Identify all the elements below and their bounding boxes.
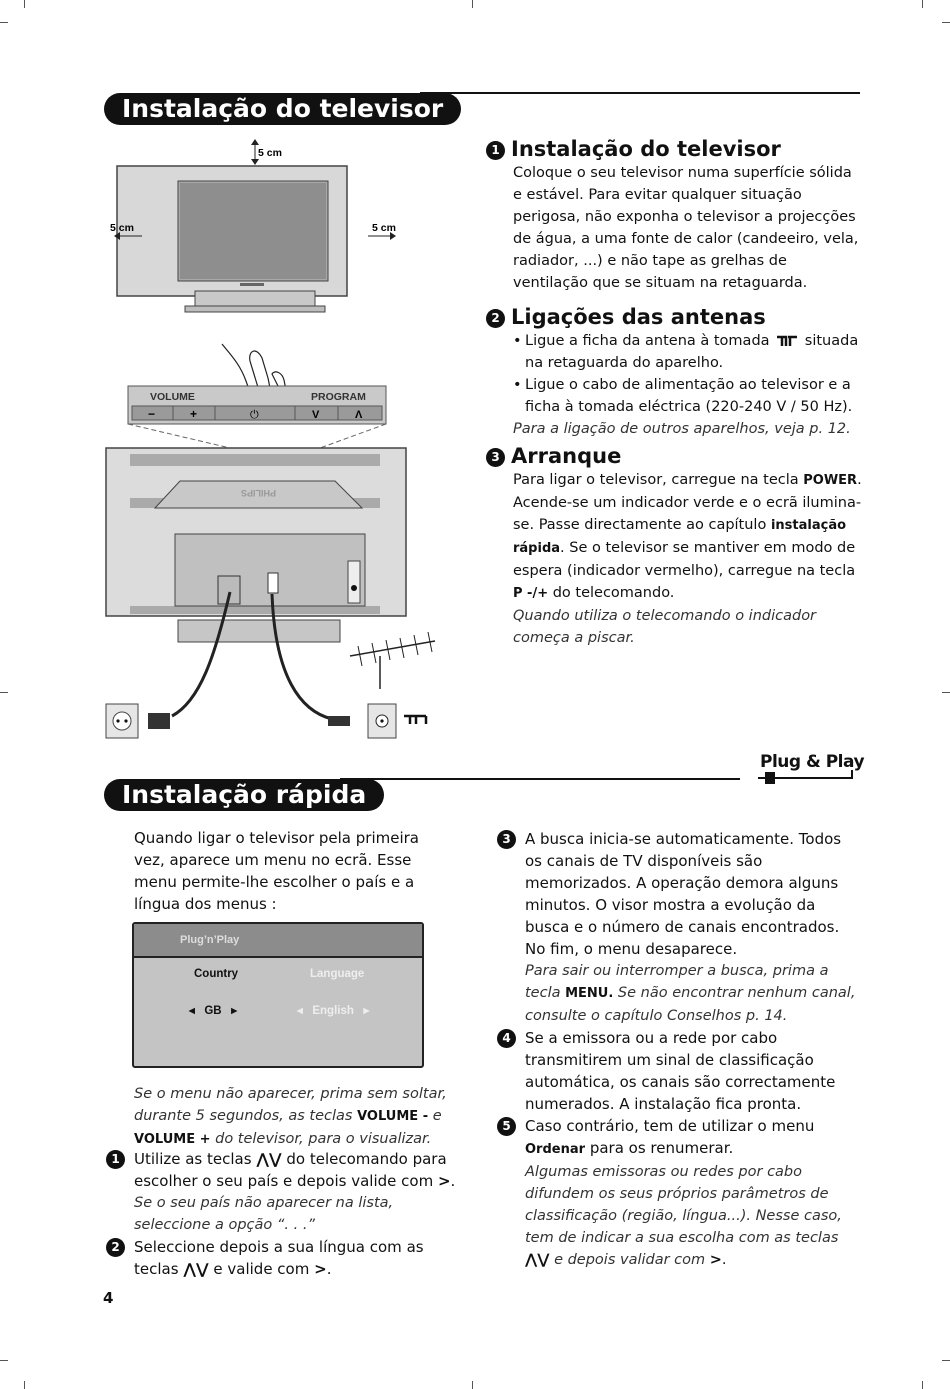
power-key-text: POWER — [803, 473, 858, 488]
quick-steps-right — [497, 828, 862, 1271]
quick-intro: Quando ligar o televisor pela primeira vez, aparece um menu no ecrã. Esse menu permite-lhe escolher o país e a língua dos menus : — [134, 829, 419, 913]
section-header: Instalação do televisor — [104, 93, 461, 125]
volume-label: VOLUME — [150, 391, 195, 403]
top-gap-label: 5 cm — [258, 147, 282, 159]
s2-bullet-1: • Ligue a ficha da antena à tomada situada na retaguarda do aparelho. — [513, 330, 863, 374]
crop-mark — [24, 0, 25, 8]
crop-mark — [0, 692, 8, 693]
s1-title: 1 Instalação do televisor — [486, 137, 781, 161]
antenna-symbol-icon — [404, 716, 426, 724]
crop-mark — [24, 1381, 25, 1389]
crop-mark — [922, 1381, 923, 1389]
program-label: PROGRAM — [311, 391, 366, 403]
quick-steps-left — [106, 1148, 456, 1280]
quick-step-4: 4 Se a emissora ou a rede por cabo transmitirem um sinal de classificação automática, os canais são correctamente numerados. A instalação fica pronta. — [497, 1027, 862, 1115]
crop-mark — [472, 0, 473, 8]
left-gap-label: 5 cm — [110, 222, 134, 234]
section-header: Instalação rápida — [104, 779, 384, 811]
brand-logo: PHILIPS — [240, 488, 276, 498]
header-rule — [420, 92, 860, 94]
crop-mark — [942, 692, 950, 693]
p-key-text: P -/+ — [513, 586, 549, 601]
program-up-key: Λ — [355, 409, 363, 421]
crop-mark — [0, 22, 8, 23]
right-key-icon: > — [314, 1260, 327, 1278]
program-down-key: V — [312, 409, 320, 421]
step-number: 1 — [486, 141, 505, 160]
crop-mark — [942, 1360, 950, 1361]
menu-title: Plug’n’Play — [134, 924, 422, 958]
power-key: ⏻ — [250, 408, 259, 421]
s2-body — [513, 330, 863, 440]
tv-installation-diagram — [100, 136, 480, 746]
quick-step-3: 3 A busca inicia-se automaticamente. Todos os canais de TV disponíveis são memorizados. A operação demora alguns minutos. O visor mostra a evolução da busca e o número de canais encontrados. No fim, o menu desaparece. Para sair ou interromper a busca, prima a tecla MENU. Se não encontrar nenhum canal, consulte o capítulo Conselhos p. 14. — [497, 828, 862, 1027]
s3-title: 3 Arranque — [486, 444, 621, 468]
right-key-icon: > — [437, 1172, 451, 1190]
plug-and-play-logo: Plug & Play — [760, 752, 865, 772]
volume-plus-text: VOLUME + — [134, 1132, 211, 1147]
quick-step-1: 1 Utilize as teclas ⋀⋁ do telecomando para escolher o seu país e depois valide com >. Se o seu país não aparecer na lista, seleccione a opção “. . .” — [106, 1148, 456, 1236]
page-number: 4 — [103, 1289, 114, 1307]
power-plug — [148, 713, 170, 729]
up-down-keys-icon: ⋀⋁ — [183, 1260, 209, 1278]
step-number: 2 — [486, 309, 505, 328]
quick-install-ref: instalação rápida — [513, 518, 847, 556]
volume-minus-text: VOLUME - — [357, 1109, 429, 1124]
menu-country-value: ◂ GB ▸ — [189, 1005, 237, 1017]
crop-mark — [472, 1381, 473, 1389]
s1-text: Coloque o seu televisor numa superfície sólida e estável. Para evitar qualquer situação perigosa, não exponha o televisor a projecções de água, a uma fonte de calor (candeeiro, vela, radiador, ...) e não tape as grelhas de ventilação que se situam na retaguarda. — [513, 165, 859, 291]
ordenar-text: Ordenar — [525, 1142, 586, 1157]
menu-key-text: MENU. — [565, 986, 614, 1001]
antenna-illustration — [350, 632, 435, 689]
s2-note: Para a ligação de outros aparelhos, veja p. 12. — [513, 421, 851, 437]
tv-front-illustration — [114, 139, 396, 312]
s3-note: Quando utiliza o telecomando o indicador começa a piscar. — [513, 608, 817, 646]
up-down-keys-icon: ⋀⋁ — [525, 1252, 550, 1268]
crop-mark — [922, 0, 923, 8]
menu-language-label: Language — [310, 968, 365, 980]
up-down-keys-icon: ⋀⋁ — [256, 1150, 282, 1168]
volume-minus-key: − — [148, 407, 156, 421]
step-number: 3 — [486, 448, 505, 467]
menu-country-label: Country — [194, 968, 239, 980]
right-gap-label: 5 cm — [372, 222, 396, 234]
quick-step-2: 2 Seleccione depois a sua língua com as teclas ⋀⋁ e valide com >. — [106, 1236, 456, 1280]
antenna-socket-icon — [776, 335, 798, 347]
header-rule — [340, 778, 740, 780]
quick-note-1: Se o menu não aparecer, prima sem soltar, durante 5 segundos, as teclas VOLUME - e VOLUME + do televisor, para o visualizar. — [134, 1086, 447, 1147]
crop-mark — [0, 1360, 8, 1361]
quick-step-5: 5 Caso contrário, tem de utilizar o menu Ordenar para os renumerar. Algumas emissoras ou redes por cabo difundem os seus próprios parâmetros de classificação (região, língua...). Nesse caso, tem de indicar a sua escolha com as teclas ⋀⋁ e depois validar com >. — [497, 1115, 862, 1271]
plug-icon — [756, 768, 856, 786]
s3-body: Para ligar o televisor, carregue na tecla POWER. Acende-se um indicador verde e o ecrã ilumina-se. Passe directamente ao capítulo instalação rápida. Se o televisor se mantiver em modo de espera (indicador vermelho), carregue na tecla P -/+ do telecomando. Quando utiliza o telecomando o indicador começa a piscar. — [513, 469, 863, 649]
menu-language-value: ◂ English ▸ — [297, 1005, 370, 1017]
volume-plus-key: + — [190, 407, 198, 421]
plug-n-play-menu — [132, 922, 424, 1068]
s2-bullet-2: • Ligue o cabo de alimentação ao televisor e a ficha à tomada eléctrica (220-240 V / 50 Hz). — [513, 374, 863, 418]
right-key-icon: > — [709, 1252, 722, 1268]
tv-rear-illustration — [106, 448, 406, 642]
s2-title: 2 Ligações das antenas — [486, 305, 766, 329]
crop-mark — [942, 22, 950, 23]
